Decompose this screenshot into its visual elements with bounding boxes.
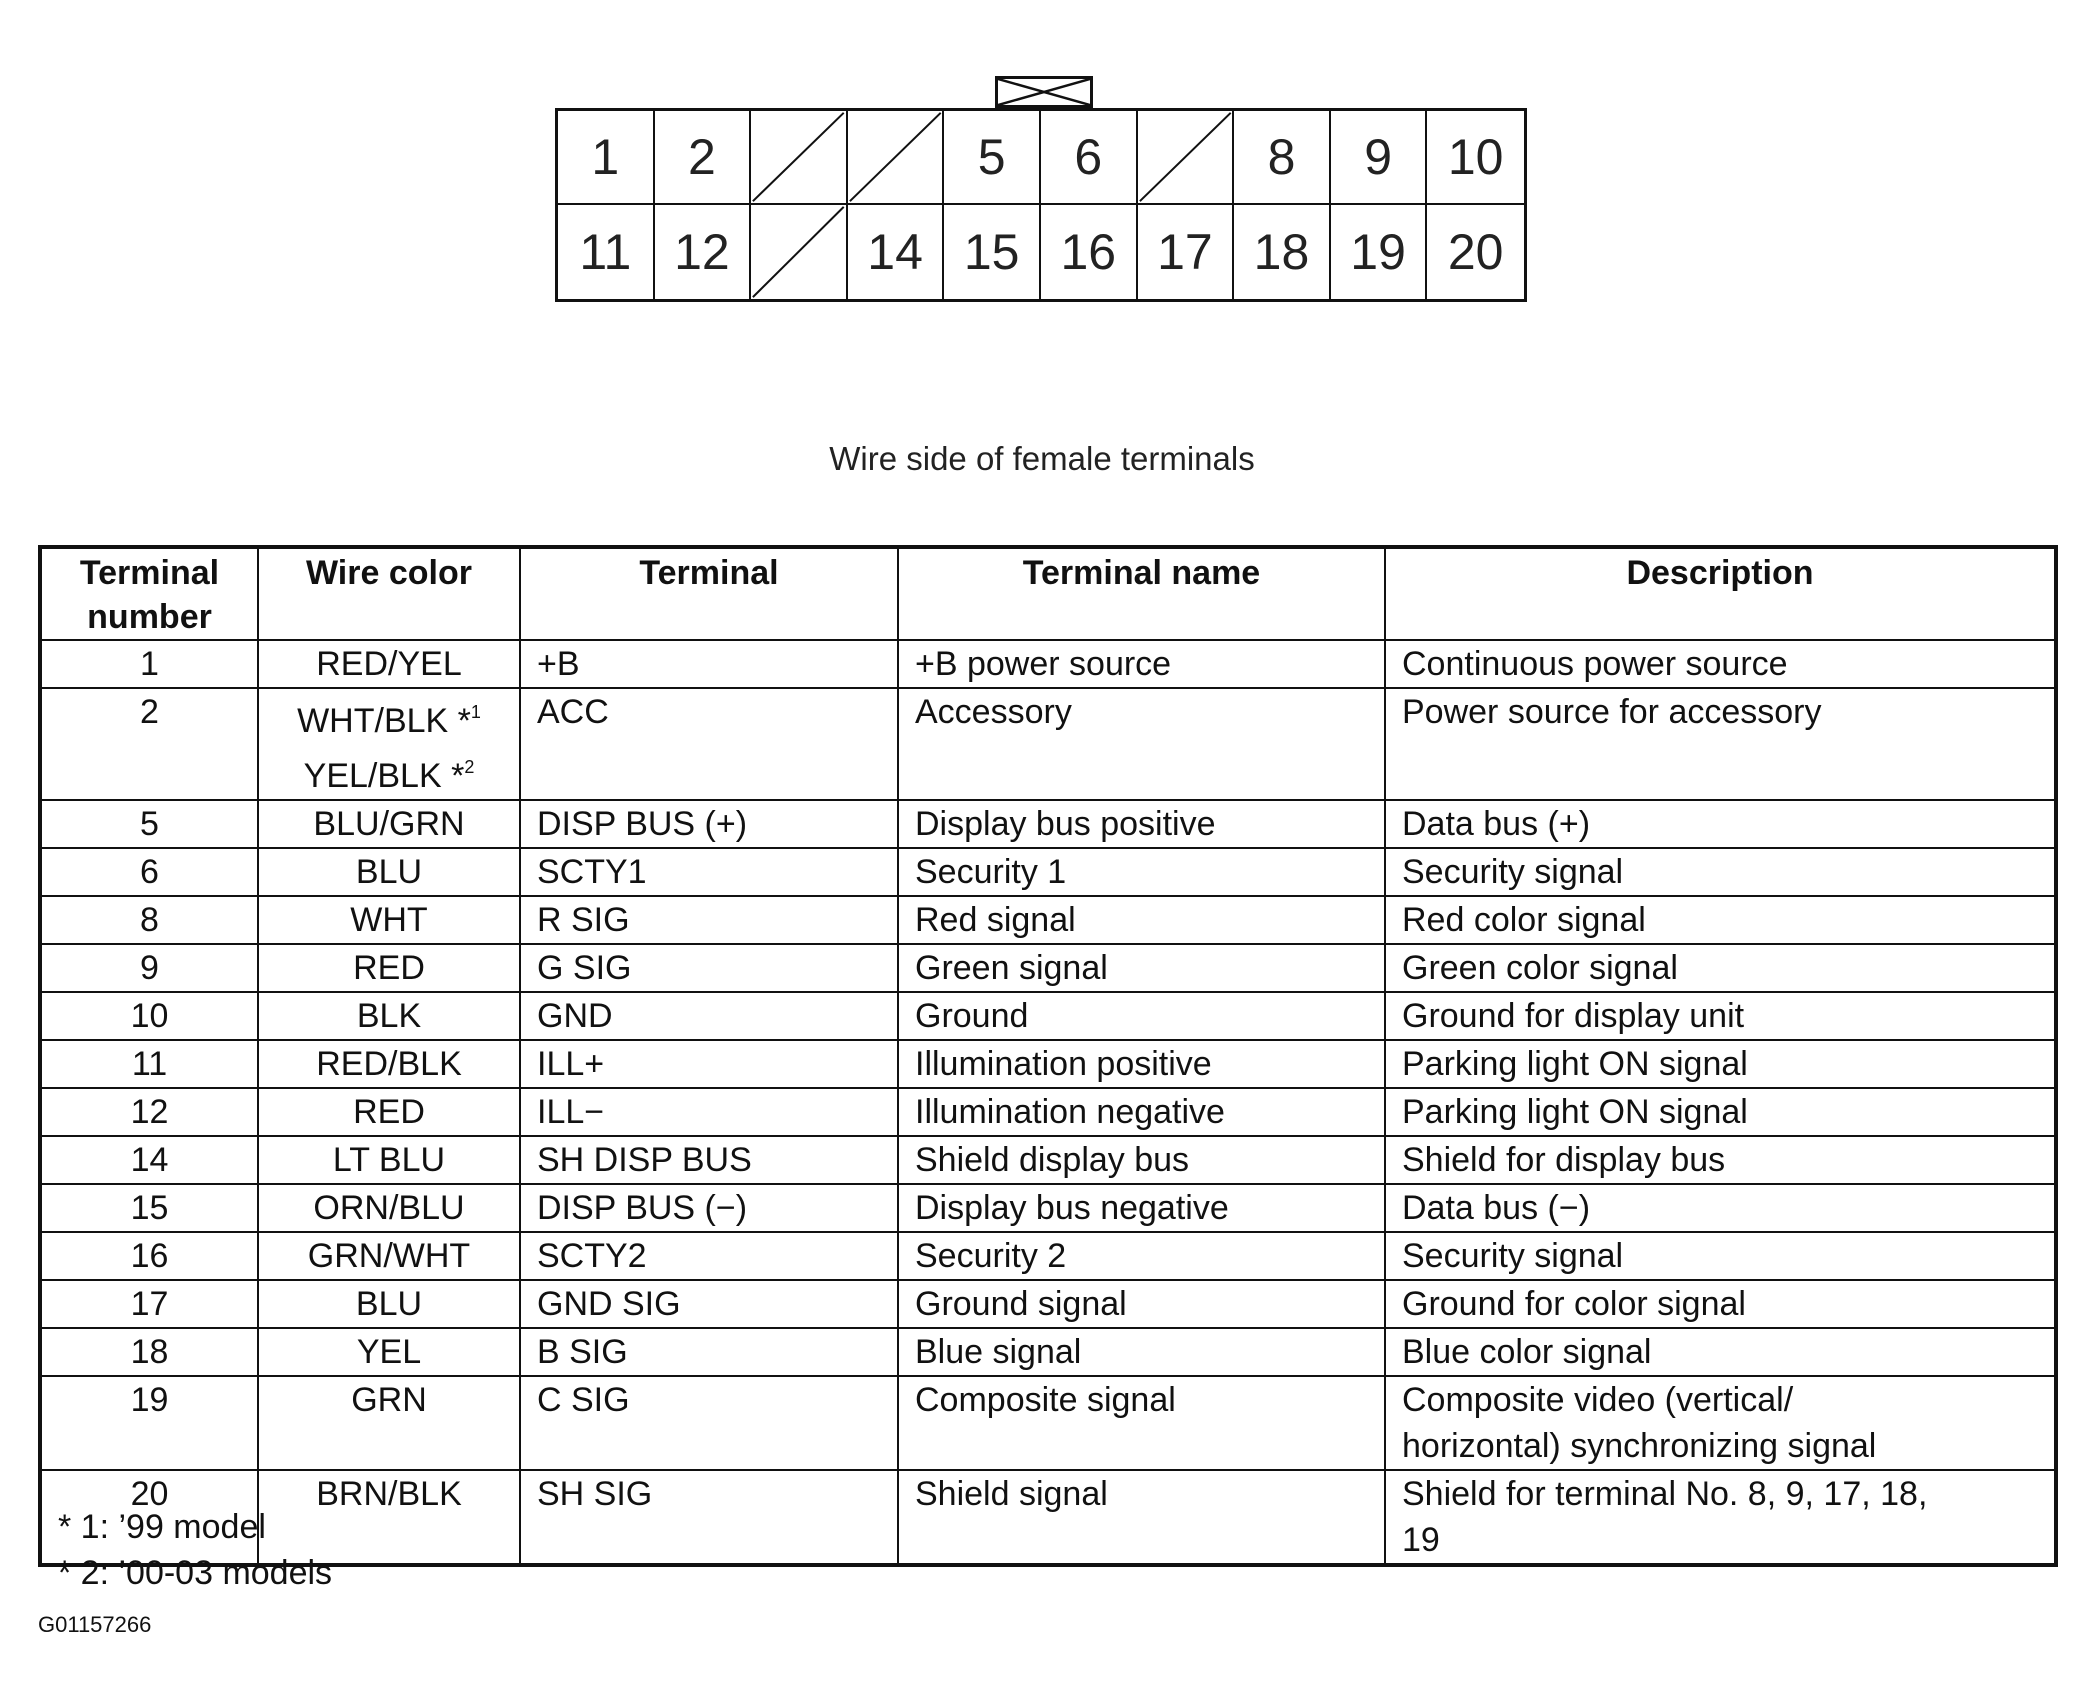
terminal-cell	[1041, 111, 1138, 205]
terminal-label: 1	[591, 129, 620, 185]
terminal-label: 11	[579, 224, 632, 280]
wire-color-line	[265, 744, 513, 799]
figure-code: G01157266	[38, 1612, 152, 1637]
terminal-name-cell: Illumination negative	[898, 1088, 1385, 1136]
terminal-name-cell: Composite signal	[898, 1376, 1385, 1470]
terminal-cell: GND SIG	[520, 1280, 898, 1328]
description-cell: Red color signal	[1385, 896, 2056, 944]
description-cell: Shield for display bus	[1385, 1136, 2056, 1184]
footnote-marker: *	[457, 702, 471, 740]
description-cell: Parking light ON signal	[1385, 1040, 2056, 1088]
terminal-name-cell: Green signal	[898, 944, 1385, 992]
wire-color-cell: BLU	[258, 848, 520, 896]
terminal-label: 19	[1350, 224, 1406, 280]
terminal-cell	[848, 205, 945, 299]
terminal-cell: GND	[520, 992, 898, 1040]
terminal-name-cell: Shield display bus	[898, 1136, 1385, 1184]
wire-color-cell: GRN/WHT	[258, 1232, 520, 1280]
description-line: horizontal) synchronizing signal	[1402, 1427, 1877, 1465]
wire-color-cell: RED/BLK	[258, 1040, 520, 1088]
table-row	[40, 848, 2056, 896]
table-row	[40, 1040, 2056, 1088]
terminal-name-cell: Security 1	[898, 848, 1385, 896]
table-row	[40, 1328, 2056, 1376]
terminal-number-cell: 11	[40, 1040, 258, 1088]
table-row	[40, 1376, 2056, 1470]
terminal-number-cell: 17	[40, 1280, 258, 1328]
slash-mark	[751, 111, 846, 203]
terminal-cell: ILL−	[520, 1088, 898, 1136]
wire-color-cell: RED/YEL	[258, 640, 520, 688]
wire-color-text: WHT/BLK	[297, 702, 449, 740]
terminal-cell	[944, 111, 1041, 205]
terminal-label: 8	[1267, 129, 1296, 185]
footnote: * 2: ’00-03 models	[58, 1554, 333, 1592]
terminal-label: 14	[867, 224, 923, 280]
terminal-cell: ACC	[520, 688, 898, 800]
diagram-caption: Wire side of female terminals	[829, 440, 1255, 477]
description-cell: Parking light ON signal	[1385, 1088, 2056, 1136]
description-cell: Security signal	[1385, 848, 2056, 896]
terminal-number-cell: 14	[40, 1136, 258, 1184]
terminal-cell	[944, 205, 1041, 299]
terminal-cell	[1427, 205, 1524, 299]
table-row	[40, 1232, 2056, 1280]
table-row	[40, 640, 2056, 688]
description-cell: Ground for color signal	[1385, 1280, 2056, 1328]
terminal-cell	[1138, 205, 1235, 299]
wire-color-line	[265, 689, 513, 744]
terminal-cell	[1041, 205, 1138, 299]
wire-color-cell: RED	[258, 944, 520, 992]
terminal-cell: DISP BUS (−)	[520, 1184, 898, 1232]
terminal-cell	[655, 111, 752, 205]
slash-mark	[1138, 111, 1233, 203]
slash-mark	[848, 111, 943, 203]
terminal-name-cell: Blue signal	[898, 1328, 1385, 1376]
terminal-cell	[655, 205, 752, 299]
wire-color-cell: GRN	[258, 1376, 520, 1470]
wire-color-cell: RED	[258, 1088, 520, 1136]
description-cell: Security signal	[1385, 1232, 2056, 1280]
header-description: Description	[1385, 547, 2056, 640]
terminal-cell: B SIG	[520, 1328, 898, 1376]
description-line: Composite video (vertical/	[1402, 1381, 1794, 1419]
terminal-cell	[558, 111, 655, 205]
table-row	[40, 1280, 2056, 1328]
terminal-number-cell: 19	[40, 1376, 258, 1470]
footnote-marker: *	[451, 757, 465, 795]
wire-color-text: YEL/BLK	[303, 757, 442, 795]
table-row	[40, 688, 2056, 800]
description-cell: Power source for accessory	[1385, 688, 2056, 800]
terminal-number-cell: 20	[40, 1470, 258, 1565]
terminal-label: 2	[687, 129, 716, 185]
wire-color-cell: WHT	[258, 896, 520, 944]
terminal-cell	[1331, 111, 1428, 205]
description-cell: Blue color signal	[1385, 1328, 2056, 1376]
wire-color-cell: BLU/GRN	[258, 800, 520, 848]
terminal-name-cell: Red signal	[898, 896, 1385, 944]
terminal-number-cell: 12	[40, 1088, 258, 1136]
terminal-name-cell: Ground	[898, 992, 1385, 1040]
terminal-number-cell: 5	[40, 800, 258, 848]
wire-color-cell: BLK	[258, 992, 520, 1040]
terminal-cell: R SIG	[520, 896, 898, 944]
terminal-cell: ILL+	[520, 1040, 898, 1088]
terminal-cell	[1234, 111, 1331, 205]
terminal-label: 18	[1253, 224, 1310, 280]
header-terminal-name: Terminal name	[898, 547, 1385, 640]
terminal-name-cell: Ground signal	[898, 1280, 1385, 1328]
terminal-label: 9	[1364, 129, 1392, 185]
table-row	[40, 1470, 2056, 1565]
terminal-label: 16	[1060, 224, 1117, 280]
wire-color-cell	[258, 688, 520, 800]
slash-mark	[751, 205, 846, 299]
terminal-label: 12	[674, 224, 730, 280]
empty-terminal-cell	[1138, 111, 1235, 205]
terminal-label: 6	[1074, 129, 1103, 185]
terminal-name-cell: Security 2	[898, 1232, 1385, 1280]
terminal-label: 5	[977, 129, 1006, 185]
table-row	[40, 896, 2056, 944]
terminal-number-cell: 18	[40, 1328, 258, 1376]
wire-color-cell: LT BLU	[258, 1136, 520, 1184]
description-cell: Ground for display unit	[1385, 992, 2056, 1040]
terminal-name-cell: Illumination positive	[898, 1040, 1385, 1088]
description-line: 19	[1402, 1521, 1440, 1559]
connector-latch	[995, 76, 1093, 108]
terminal-number-cell: 16	[40, 1232, 258, 1280]
terminal-cell: SH SIG	[520, 1470, 898, 1565]
header-wire-color: Wire color	[258, 547, 520, 640]
terminal-label: 17	[1157, 224, 1213, 280]
terminal-label: 15	[963, 224, 1020, 280]
terminal-number-cell: 6	[40, 848, 258, 896]
terminal-cell	[558, 205, 655, 299]
description-cell: Green color signal	[1385, 944, 2056, 992]
terminal-cell: SCTY2	[520, 1232, 898, 1280]
header-terminal: Terminal	[520, 547, 898, 640]
header-terminal-number: Terminal number	[40, 547, 258, 640]
terminal-label: 10	[1447, 129, 1504, 185]
table-row	[40, 1088, 2056, 1136]
table-row	[40, 944, 2056, 992]
terminal-cell: C SIG	[520, 1376, 898, 1470]
table-header-row	[40, 547, 2056, 640]
footnote: * 1: ’99 model	[58, 1508, 266, 1546]
terminal-number-cell: 9	[40, 944, 258, 992]
terminal-number-cell: 10	[40, 992, 258, 1040]
wire-color-cell: BRN/BLK	[258, 1470, 520, 1565]
terminal-cell: +B	[520, 640, 898, 688]
terminal-cell: SH DISP BUS	[520, 1136, 898, 1184]
empty-terminal-cell	[751, 205, 848, 299]
terminal-cell: SCTY1	[520, 848, 898, 896]
terminal-number-cell: 15	[40, 1184, 258, 1232]
terminal-label: 20	[1447, 224, 1504, 280]
table-row	[40, 992, 2056, 1040]
table-row	[40, 1136, 2056, 1184]
terminal-cell: DISP BUS (+)	[520, 800, 898, 848]
empty-terminal-cell	[848, 111, 945, 205]
description-cell	[1385, 1376, 2056, 1470]
footnote-number: 2	[464, 757, 475, 777]
empty-terminal-cell	[751, 111, 848, 205]
terminal-name-cell: Display bus negative	[898, 1184, 1385, 1232]
terminal-cell	[1234, 205, 1331, 299]
wire-color-cell: YEL	[258, 1328, 520, 1376]
description-line: Shield for terminal No. 8, 9, 17, 18,	[1402, 1475, 1928, 1513]
wire-color-cell: BLU	[258, 1280, 520, 1328]
table-row	[40, 1184, 2056, 1232]
terminal-cell: G SIG	[520, 944, 898, 992]
terminal-number-cell: 8	[40, 896, 258, 944]
terminal-name-cell: Shield signal	[898, 1470, 1385, 1565]
terminal-table	[38, 545, 2058, 1567]
terminal-number-cell: 1	[40, 640, 258, 688]
description-cell: Continuous power source	[1385, 640, 2056, 688]
description-cell	[1385, 1470, 2056, 1565]
terminal-number-cell: 2	[40, 688, 258, 800]
terminal-grid	[555, 108, 1527, 302]
terminal-name-cell: Display bus positive	[898, 800, 1385, 848]
terminal-name-cell: +B power source	[898, 640, 1385, 688]
terminal-cell	[1427, 111, 1524, 205]
description-cell: Data bus (−)	[1385, 1184, 2056, 1232]
wire-color-cell: ORN/BLU	[258, 1184, 520, 1232]
footnote-number: 1	[470, 702, 481, 722]
table-row	[40, 800, 2056, 848]
description-cell: Data bus (+)	[1385, 800, 2056, 848]
terminal-name-cell: Accessory	[898, 688, 1385, 800]
terminal-cell	[1331, 205, 1428, 299]
connector-diagram	[555, 76, 1527, 306]
